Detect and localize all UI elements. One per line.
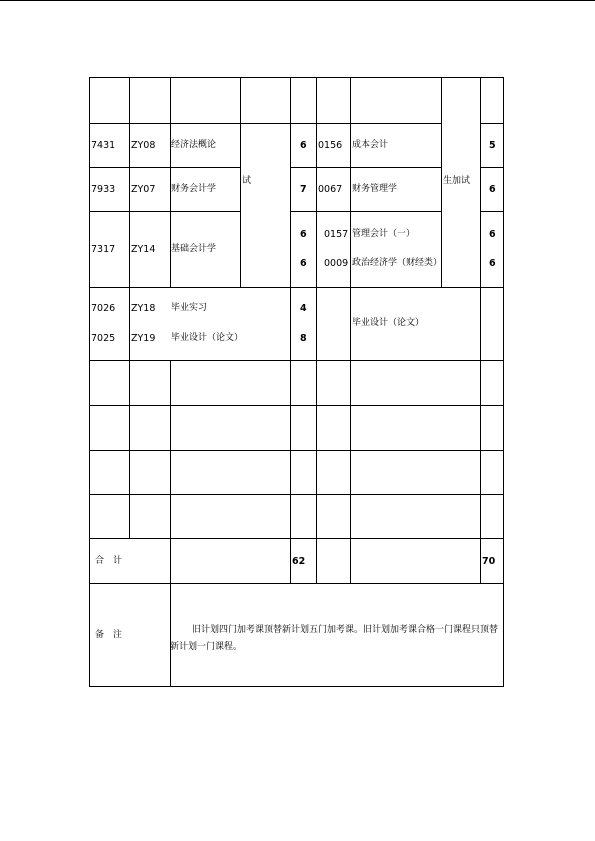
col-line (290, 77, 291, 583)
row-line (89, 494, 504, 495)
old-course-credit: 4 (300, 303, 307, 314)
remark-label: 备 注 (95, 630, 123, 640)
old-course-name: 经济法概论 (171, 140, 217, 150)
old-course-credit: 8 (300, 333, 307, 344)
exam-type-right: 生加试 (443, 176, 471, 186)
new-course-name: 政治经济学（财经类） (352, 258, 443, 268)
new-course-code: 0156 (318, 140, 343, 151)
row-line (291, 123, 441, 124)
old-course-name: 毕业设计（论文） (171, 333, 244, 343)
new-course-name: 成本会计 (352, 140, 389, 150)
old-course-zy-code: ZY08 (131, 140, 156, 151)
row-line (89, 360, 504, 361)
old-course-code: 7026 (91, 303, 116, 314)
row-line (89, 405, 504, 406)
col-line (129, 287, 130, 361)
col-line (441, 77, 442, 288)
row-line (291, 167, 441, 168)
new-course-name: 财务管理学 (352, 184, 398, 194)
row-line (480, 123, 504, 124)
old-course-code: 7431 (91, 140, 116, 151)
row-line (89, 538, 504, 539)
remark-text: 旧计划四门加考课顶替新计划五门加考课。旧计划加考课合格一门课程只顶替新计划一门课程。 (170, 625, 499, 652)
row-line (480, 167, 504, 168)
row-line (89, 123, 291, 124)
new-course-code: 0067 (318, 184, 343, 195)
new-course-credit: 6 (489, 258, 496, 269)
col-line (170, 77, 171, 288)
row-line (89, 583, 504, 584)
old-course-code: 7933 (91, 184, 116, 195)
old-course-zy-code: ZY14 (131, 244, 156, 255)
old-course-name: 基础会计学 (171, 244, 217, 254)
old-course-zy-code: ZY07 (131, 184, 156, 195)
row-line (89, 167, 241, 168)
row-line (89, 450, 504, 451)
new-course-code: 0009 (324, 258, 349, 269)
old-course-name: 毕业实习 (171, 303, 208, 313)
old-course-zy-code: ZY19 (131, 333, 156, 344)
total-new-credits: 70 (482, 556, 496, 567)
row-line (291, 211, 441, 212)
old-course-credit: 6 (300, 140, 307, 151)
col-line (480, 77, 481, 583)
total-label: 合 计 (95, 556, 123, 566)
old-course-name: 财务会计学 (171, 184, 217, 194)
new-course-name: 管理会计（一） (352, 229, 416, 239)
col-line (240, 77, 241, 288)
old-course-credit: 6 (300, 229, 307, 240)
old-course-zy-code: ZY18 (131, 303, 156, 314)
new-course-code: 0157 (324, 229, 349, 240)
old-course-code: 7025 (91, 333, 116, 344)
col-line (129, 77, 130, 288)
exam-type-left: 试 (242, 176, 252, 186)
new-course-credit: 5 (489, 140, 496, 151)
row-line (480, 211, 504, 212)
new-course-name: 毕业设计（论文） (352, 318, 425, 328)
new-course-credit: 6 (489, 229, 496, 240)
old-course-credit: 7 (300, 184, 307, 195)
old-course-code: 7317 (91, 244, 116, 255)
col-line (350, 77, 351, 583)
new-course-credit: 6 (489, 184, 496, 195)
page-top-rule (0, 0, 595, 1)
row-line (89, 211, 241, 212)
old-course-credit: 6 (300, 258, 307, 269)
col-line (129, 360, 130, 539)
col-line (316, 77, 317, 583)
total-old-credits: 62 (292, 556, 306, 567)
